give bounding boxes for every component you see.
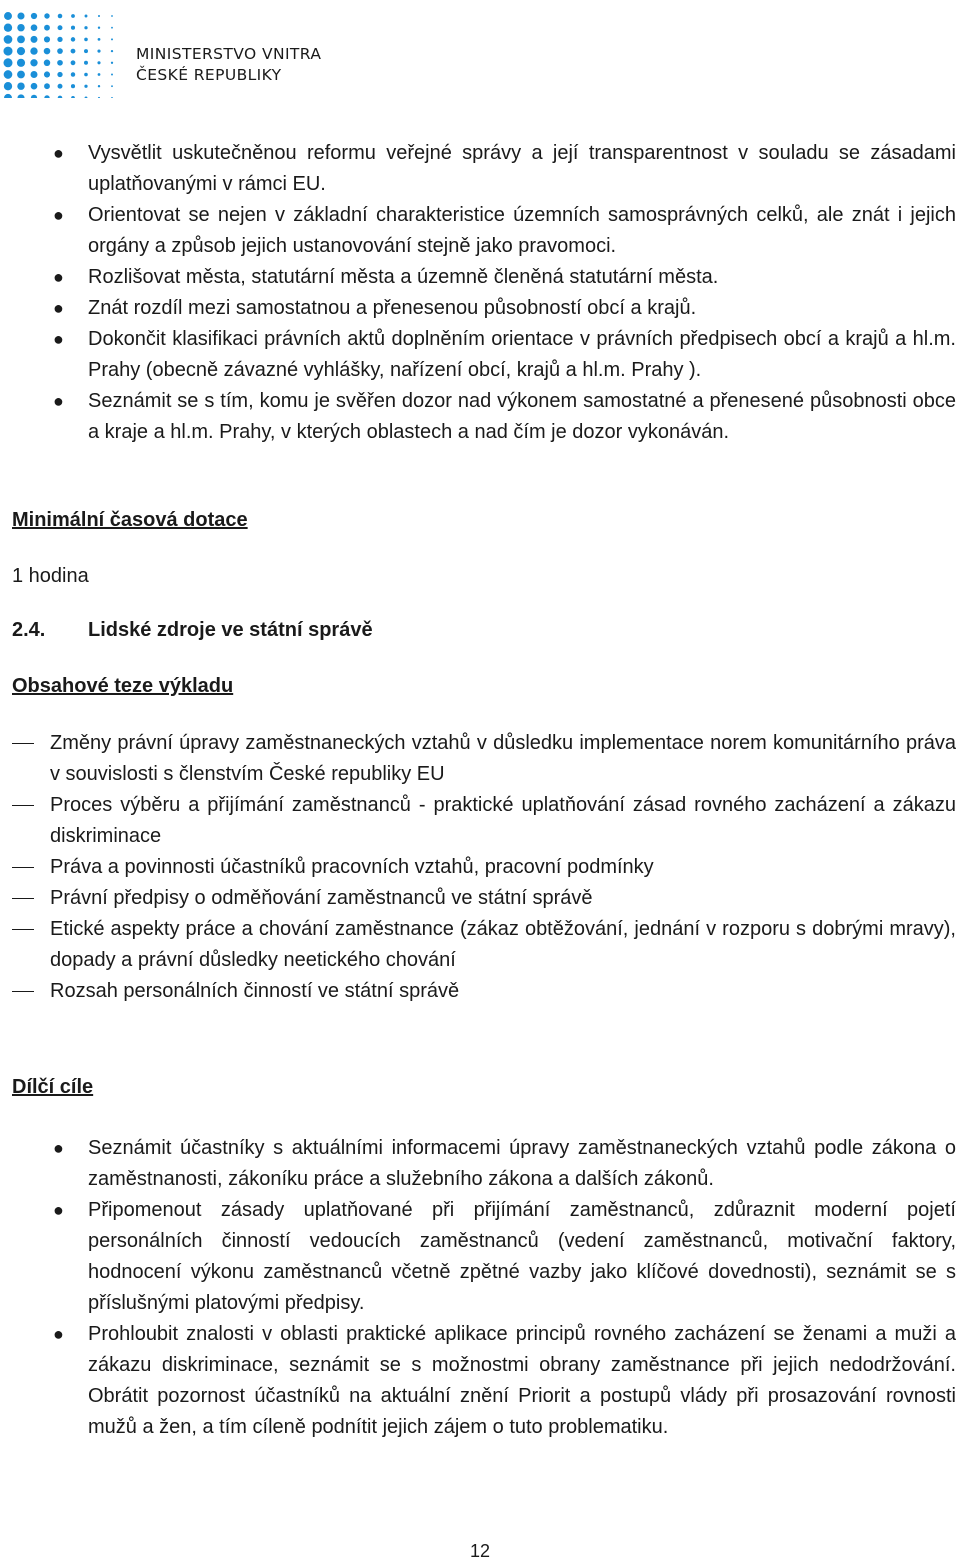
dot-grid-logo-icon	[0, 6, 130, 98]
logo-dot	[31, 83, 38, 90]
logo-dot	[44, 36, 50, 42]
partial-goals-heading: Dílčí cíle	[12, 1076, 94, 1098]
logo-dot	[84, 85, 87, 88]
logo-dot	[98, 15, 100, 17]
bullet-icon: ●	[53, 298, 64, 318]
list-item: Rozsah personálních činností ve státní správě	[12, 976, 956, 1007]
logo-dot	[71, 26, 75, 30]
logo-dot	[44, 60, 51, 67]
logo-dot	[17, 94, 24, 98]
dash-icon	[12, 805, 34, 806]
list-item: ● Dokončit klasifikaci právních aktů doplněním orientace v právních předpisech obcí a krajů a hl.m. Prahy (obecně závazné vyhlášky, nařízení obcí, krajů a hl.m. Prahy ).	[12, 324, 956, 386]
logo-dot	[71, 37, 75, 41]
content-theses-heading: Obsahové teze výkladu	[12, 675, 234, 697]
list-item: ● Seznámit účastníky s aktuálními informacemi úpravy zaměstnaneckých vztahů podle zákona o zaměstnanosti, zákoníku práce a služebního zákona a dalších zákonů.	[12, 1133, 956, 1195]
logo-dot	[3, 58, 12, 67]
logo-dot	[85, 15, 88, 18]
logo-dot	[111, 85, 113, 87]
logo-dot	[44, 95, 49, 98]
logo-dot	[57, 48, 63, 54]
logo-dot	[4, 82, 12, 90]
logo-line-2: ČESKÉ REPUBLIKY	[136, 66, 282, 84]
list-item: ● Seznámit se s tím, komu je svěřen dozor nad výkonem samostatné a přenesené působnosti obce a kraje a hl.m. Prahy, v kterých oblastech a nad čím je dozor vykonáván.	[12, 386, 956, 448]
logo-line-1: MINISTERSTVO VNITRA	[136, 45, 322, 63]
logo-dot	[71, 60, 76, 65]
logo-dot	[111, 74, 113, 76]
bullet-icon: ●	[53, 329, 64, 349]
logo-dot	[71, 96, 75, 98]
logo-dot	[71, 84, 75, 88]
logo-dot	[4, 24, 12, 32]
logo-dot	[17, 59, 25, 67]
logo-dot	[31, 71, 38, 78]
section-number: 2.4.	[12, 619, 46, 641]
logo-dot	[4, 12, 12, 20]
list-item: Práva a povinnosti účastníků pracovních vztahů, pracovní podmínky	[12, 852, 956, 883]
section-heading	[12, 616, 956, 644]
list-item: ● Prohloubit znalosti v oblasti praktické aplikace principů rovného zacházení se ženami a muži a zákazu diskriminace, seznámit se s možnostmi obrany zaměstnance při jejich nedodržování. Obrátit pozornost účastníků na aktuální znění Priorit a postupů vlády při prosazování rovnosti mužů a žen, a tím cíleně podnítit jejich zájem o tuto problematiku.	[12, 1319, 956, 1443]
list-item: Změny právní úpravy zaměstnaneckých vztahů v důsledku implementace norem komunitárního práva v souvislosti s členstvím České republiky EU	[12, 728, 956, 790]
list-item: Etické aspekty práce a chování zaměstnance (zákaz obtěžování, jednání v rozporu s dobrými mravy), dopady a právní důsledky neetického chování	[12, 914, 956, 976]
logo-dot	[57, 37, 62, 42]
logo-dot	[44, 48, 51, 55]
logo-dot	[17, 71, 25, 79]
logo-dot	[58, 84, 63, 89]
logo-dot	[30, 47, 37, 54]
dash-icon	[12, 929, 34, 930]
dash-icon	[12, 898, 34, 899]
list-item: ● Rozlišovat města, statutární města a územně členěná statutární města.	[12, 262, 956, 293]
logo-dot	[31, 36, 38, 43]
list-item: Proces výběru a přijímání zaměstnanců - praktické uplatňování zásad rovného zacházení a zákazu diskriminace	[12, 790, 956, 852]
list-item: ● Znát rozdíl mezi samostatnou a přenesenou působností obcí a krajů.	[12, 293, 956, 324]
list-item: Právní předpisy o odměňování zaměstnanců ve státní správě	[12, 883, 956, 914]
logo-dot	[71, 49, 76, 54]
logo-dot	[44, 25, 50, 31]
logo-dot	[4, 35, 13, 44]
page-number: 12	[469, 1541, 491, 1561]
logo-dot	[57, 72, 62, 77]
logo-dot	[98, 85, 100, 87]
logo-dot	[98, 97, 100, 98]
dash-icon	[12, 867, 34, 868]
list-item: ● Orientovat se nejen v základní charakteristice územních samosprávných celků, ale znát i jejich orgány a způsob jejich ustanovování stejně jako pravomoci.	[12, 200, 956, 262]
logo-dot	[111, 27, 113, 29]
logo-dot	[3, 47, 12, 56]
bullet-icon: ●	[53, 1324, 64, 1344]
logo-dot	[98, 73, 101, 76]
logo-dot	[44, 83, 50, 89]
logo-dot	[111, 38, 113, 40]
logo-dot	[111, 97, 113, 98]
logo-dot	[17, 12, 24, 19]
logo-dot	[58, 14, 63, 19]
logo-dot	[31, 13, 37, 19]
logo-dot	[98, 26, 100, 28]
bullet-icon: ●	[53, 205, 64, 225]
logo-dot	[44, 13, 49, 18]
logo-dot	[84, 26, 87, 29]
logo-dot	[44, 71, 50, 77]
content-theses-list	[12, 728, 956, 1007]
logo-dot	[84, 38, 88, 42]
bullet-icon: ●	[53, 143, 64, 163]
logo-dot	[71, 72, 75, 76]
logo-dot	[84, 61, 88, 65]
logo-dot	[97, 61, 100, 64]
logo-dot	[4, 94, 12, 98]
bullet-icon: ●	[53, 391, 64, 411]
dash-icon	[12, 991, 34, 992]
logo-dot	[31, 24, 38, 31]
logo-dot	[111, 50, 113, 52]
logo-dot	[111, 15, 113, 17]
logo-dot	[58, 96, 63, 98]
logo-dot	[97, 50, 100, 53]
logo-dot	[17, 35, 25, 43]
document-page	[12, 138, 956, 1443]
logo-dot	[84, 73, 88, 77]
logo-dot	[17, 47, 25, 55]
logo-dot	[58, 25, 63, 30]
section-title: Lidské zdroje ve státní správě	[88, 619, 373, 641]
logo-dot	[85, 96, 88, 98]
goals-list	[12, 138, 956, 448]
logo-dot	[31, 95, 37, 98]
logo-dot	[17, 82, 24, 89]
logo-dot	[4, 70, 13, 79]
logo-dot	[84, 49, 88, 53]
logo-dot	[57, 60, 63, 66]
bullet-icon: ●	[53, 267, 64, 287]
logo-dot	[17, 24, 24, 31]
logo-dot	[98, 38, 101, 41]
min-time-heading: Minimální časová dotace	[12, 509, 248, 531]
bullet-icon: ●	[53, 1138, 64, 1158]
logo-dot	[111, 62, 113, 64]
logo-dot	[71, 14, 75, 18]
logo-text	[136, 44, 321, 86]
list-item: ● Připomenout zásady uplatňované při přijímání zaměstnanců, zdůraznit moderní pojetí personálních činností vedoucích zaměstnanců (vedení zaměstnanců, motivační faktory, hodnocení výkonu zaměstnanců včetně zpětné vazby jako klíčové dovednosti), seznámit se s příslušnými platovými předpisy.	[12, 1195, 956, 1319]
bullet-icon: ●	[53, 1200, 64, 1220]
list-item: ● Vysvětlit uskutečněnou reformu veřejné správy a její transparentnost v souladu se zásadami uplatňovanými v rámci EU.	[12, 138, 956, 200]
min-time-value: 1 hodina	[12, 565, 89, 587]
partial-goals-list	[12, 1133, 956, 1443]
dash-icon	[12, 743, 34, 744]
ministry-logo	[0, 6, 330, 98]
logo-dot	[30, 59, 37, 66]
